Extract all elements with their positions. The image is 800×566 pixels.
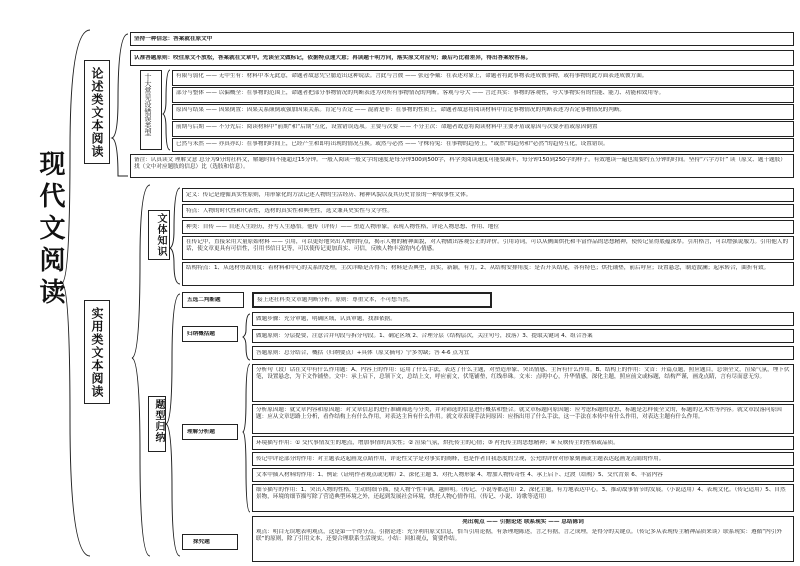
ten-errors-label-box <box>140 70 162 150</box>
error-row-5 <box>172 138 794 152</box>
lunshu-principle <box>130 32 794 46</box>
tanjiu-label-box <box>182 534 238 550</box>
lijie-row-1 <box>252 364 794 402</box>
wenti-row-1 <box>182 188 794 202</box>
wuxuan-label-box <box>182 292 244 308</box>
error-row-4 <box>172 121 794 137</box>
lijie-text-6: 细节描写的作用：1、突出人物的性格，生动的细节描，使人物个性丰满，越鲜明。（传记、小说等都适用）2、深化主题，有力地表达中心。3、推动故事情节的发展。（小说适用）4、表现文化。（传记适用）5、自然景物，环境的细节描写除了营造典型环境之外，还起到发展社会环境，烘托人物心情作用。（传记、小说、诗歌等适用） <box>256 487 786 501</box>
wenti-row-2 <box>182 204 794 218</box>
lunshu-method-text: 认准答题原则：咬住原文不放松，答案就在文章中。先读全文做标记，依据特点速大意；再读题干明方向，落实原文对应句；最后巧比看差异，得出答案较容易。 <box>134 55 532 61</box>
guina-text-1: 做题步骤：充分审题，明确区域，认真审题，找准依据。 <box>256 316 396 322</box>
guina-label-box <box>182 326 238 342</box>
wenti-text-5: 结构特点：1、从选材剪裁角度：着材料和中心的关系的处理，主次详略是否得当；材料是否典型，真实，新颖，有力。2、从结构安排角度：是否开头结尾，各有特色；烘托铺垫，前后呼应；设置悬念，制造波澜；起承转合，曲折有致。 <box>186 265 770 271</box>
lijie-row-3 <box>252 436 794 450</box>
wenti-text-2: 特点：人物的时代性和代表性，选材的真实性和典型性，选文兼具史实性与文学性。 <box>186 208 393 214</box>
guina-label: 归纳概括题 <box>187 331 215 337</box>
tixing-label: 题型归纳 <box>153 399 164 443</box>
lunshu-principle-text: 坚持一种信念：答案就在原文中 <box>134 36 213 42</box>
wenti-label: 文体知识 <box>155 213 166 257</box>
wuxuan-row <box>252 292 492 308</box>
lijie-label: 理解分析题 <box>187 429 215 435</box>
page-title: 现代文阅读 <box>35 150 65 310</box>
lijie-row-4 <box>252 452 794 466</box>
error-text-2: 部分与整体 —— 以偏概全：在事物的范围上，命题者把部分事物情况的判断表述为对所有事物情况的判断。客观与夸大 —— 言过其实：事物的客观性，夸大事物实有的性能、能力、功能和效用等。 <box>176 90 665 96</box>
lijie-text-3: 环境描写作用：① 交代事情发生的地点，增加事情的真实性；② 渲染气氛，烘托传主的心情；③ 衬托传主的思想精神；④ 反映传主的性格或品质。 <box>256 440 619 446</box>
lunshu-label: 论述类文本阅读 <box>90 67 104 158</box>
error-row-1 <box>172 70 794 86</box>
lunshu-note <box>130 154 794 178</box>
shiyong-label: 实用类文本阅读 <box>90 307 104 398</box>
lijie-label-box <box>182 424 238 440</box>
wuxuan-label: 五选二判断题 <box>187 297 221 303</box>
wenti-text-3: 种类：自传 —— 自述人生经历，抒写人生感悟。他传（评传）—— 塑造人物形象，表现人物性格，评论人物思想、作用、地位 <box>186 224 499 230</box>
error-row-3 <box>172 104 794 120</box>
tanjiu-text: 观点：明白无误地表明观点，这是第一个得分点。引据论述：充分利用原文信息，恰当引用论据，有条理地陈述，言之有据，言之成理，是得分的关键点。（传记多从表现传主精神品质来谈）联系现实：遵循“内引外联”的原则，除了引用文本，还要合理联系生活现实。小结：回扣观点，简要作结。 <box>256 529 782 543</box>
shiyong-label-box <box>84 300 110 404</box>
lunshu-method <box>130 50 794 66</box>
tanjiu-row <box>252 516 794 562</box>
guina-text-3: 答题原则：总分结合，概括（归纳要点）+具体（原文摘句）宁多勿缺；答 4-6 点为宜 <box>256 350 470 356</box>
error-text-3: 原因与结果 —— 因果倒置：因果关系颠倒或强加因果关系。肯定与否定 —— 混淆是非：在事物的性质上，命题者故意将阅读材料中肯定事物情况的判断表述为否定事物情况的判断。 <box>176 107 626 113</box>
wenti-text-4: 在传记中，直接采用大量原始材料 —— 引用，可以更好地突出人物的特点，揭示人物的精神面貌，对人物做出客观公正的评价。引用诗词，可以从侧面烘托和丰富作品的思想精神，使传记显得底蕴深厚。引用格言，可以增强说服力。引用他人的话，使文章更具有可信性，引用书信日记等，可以使传记更加真实、可信，反映人物丰富的内心情感。 <box>186 239 789 253</box>
error-text-5: 已然与未然 —— 亦真亦幻：在事物的时间上，已经产生和即将出现的情况互换。或然与必然 —— 守株待兔：在事物的趋势上，“或然”的趋势和“必然”的趋势互化，设置错误。 <box>176 141 609 147</box>
guina-row-1 <box>252 312 794 326</box>
tanjiu-label: 探究题 <box>193 539 210 545</box>
tanjiu-head: 亮出观点 —— 引据论述 联系现实 —— 总结陈词 <box>462 519 584 525</box>
guina-row-3 <box>252 346 794 360</box>
lijie-row-5 <box>252 468 794 482</box>
ten-errors-label: 十大常见设错误类型 <box>144 73 152 136</box>
lijie-text-2: 分析原因题：就文章内容和原因题：对文章信息的进行准确筛选与分类，并对筛选的信息进行概括和整合。就文章标题问原因题：应考虑标题的意思，标题是怎样使全文的，标题的艺术性等内容。就文章段落问原因题：应从文章思路上分析，看作结构上有什么作用，对表达主旨有什么作用。就文章表现手法问原因：应指出用了什么手法，这一手法在本传中有什么作用，对表达主题有什么作用。 <box>256 407 782 421</box>
wenti-row-3 <box>182 220 794 234</box>
guina-text-2: 做题原则：分层提要，注意合并句段与拆分句段。1、确定区域 2、合理分层（结构层次，关注句号，段落）3、提取关键词 4、组合答案 <box>256 333 593 339</box>
wenti-text-1: 定义：传记是遵循真实性原则，用形象化的方法记述人物的生活经历、精神风貌以及其历史背景的一种叙事性文体。 <box>186 192 472 198</box>
wenti-row-5 <box>182 262 794 286</box>
lijie-row-2 <box>252 404 794 434</box>
guina-row-2 <box>252 329 794 343</box>
lijie-text-5: 文本中插入材料的作用：1、例证（证明作者观点或见解）2、深化主题 3、对托人物形象 4、增加人物传奇性 4、承上启下、过渡（结构）5、交代背景 6、丰富内容 <box>256 472 663 478</box>
lijie-text-1: 分析句（段）话在文中有什么作用题：A、内容上的作用：运用了什么手法，表达了什么主题，对塑造形象、突出情感、主旨有什么作用。B、结构上的作用：文首：开篇点题，照应题目，总领全文，渲染气氛，埋下伏笔，设置悬念，为下文作铺垫。文中：承上启下，总领下文，总结上文，呼应前文，伏笔铺垫，红线串珠。文末：点明中心，升华情感，深化主题，照应前文或标题，结构严谨，画龙点睛，言有尽而意无穷。 <box>256 367 790 381</box>
error-text-4: 前期与后期 —— 不分先后：阅读材料中“前期”和“后期”互化，设置错误选项。主要与次要 —— 不分主次：命题者故意将阅读材料中主要矛盾或原因与次要矛盾或原因倒置 <box>176 124 598 130</box>
lijie-row-6 <box>252 484 794 512</box>
error-text-1: 有限与弱化 —— 无中生有：材料中本无此意，命题者故意凭空臆造出这种说法。言此与言彼 —— 张冠李戴：在表述对象上，命题者将此事物表述成彼事物，或将事物的此方面表述成彼方面。 <box>176 73 648 79</box>
wenti-label-box <box>148 210 170 260</box>
tixing-label-box <box>148 396 166 452</box>
lunshu-label-box <box>84 60 110 164</box>
error-row-2 <box>172 87 794 103</box>
wuxuan-text: 接上述社科类文章题判断分析。原则：尊重文本，不可想当然。 <box>257 297 414 303</box>
lunshu-note-text: 备注：认真读文 理解文意 总分为9分的社科文，解题时间不能超过15分钟。一般人阅读一般文字的速度是每分钟300到500字，科学类阅读速度可能要减半，每分钟150到250字的样子。有效地读一遍也需要约五分钟的时间。坚持“六字方针” 读（原文、题干题肢）找（文中对应题肢的信息）比（选肢和信息）。 <box>134 157 786 171</box>
lijie-text-4: 传记中评论部分的作用：对主题表达起画龙点睛作用，评论性文字是对事实的阐释，也是作者自我态度的呈现，公允的评价对形象刻画或主题表达起画龙点睛的作用。 <box>256 456 665 462</box>
wenti-row-4 <box>182 236 794 260</box>
